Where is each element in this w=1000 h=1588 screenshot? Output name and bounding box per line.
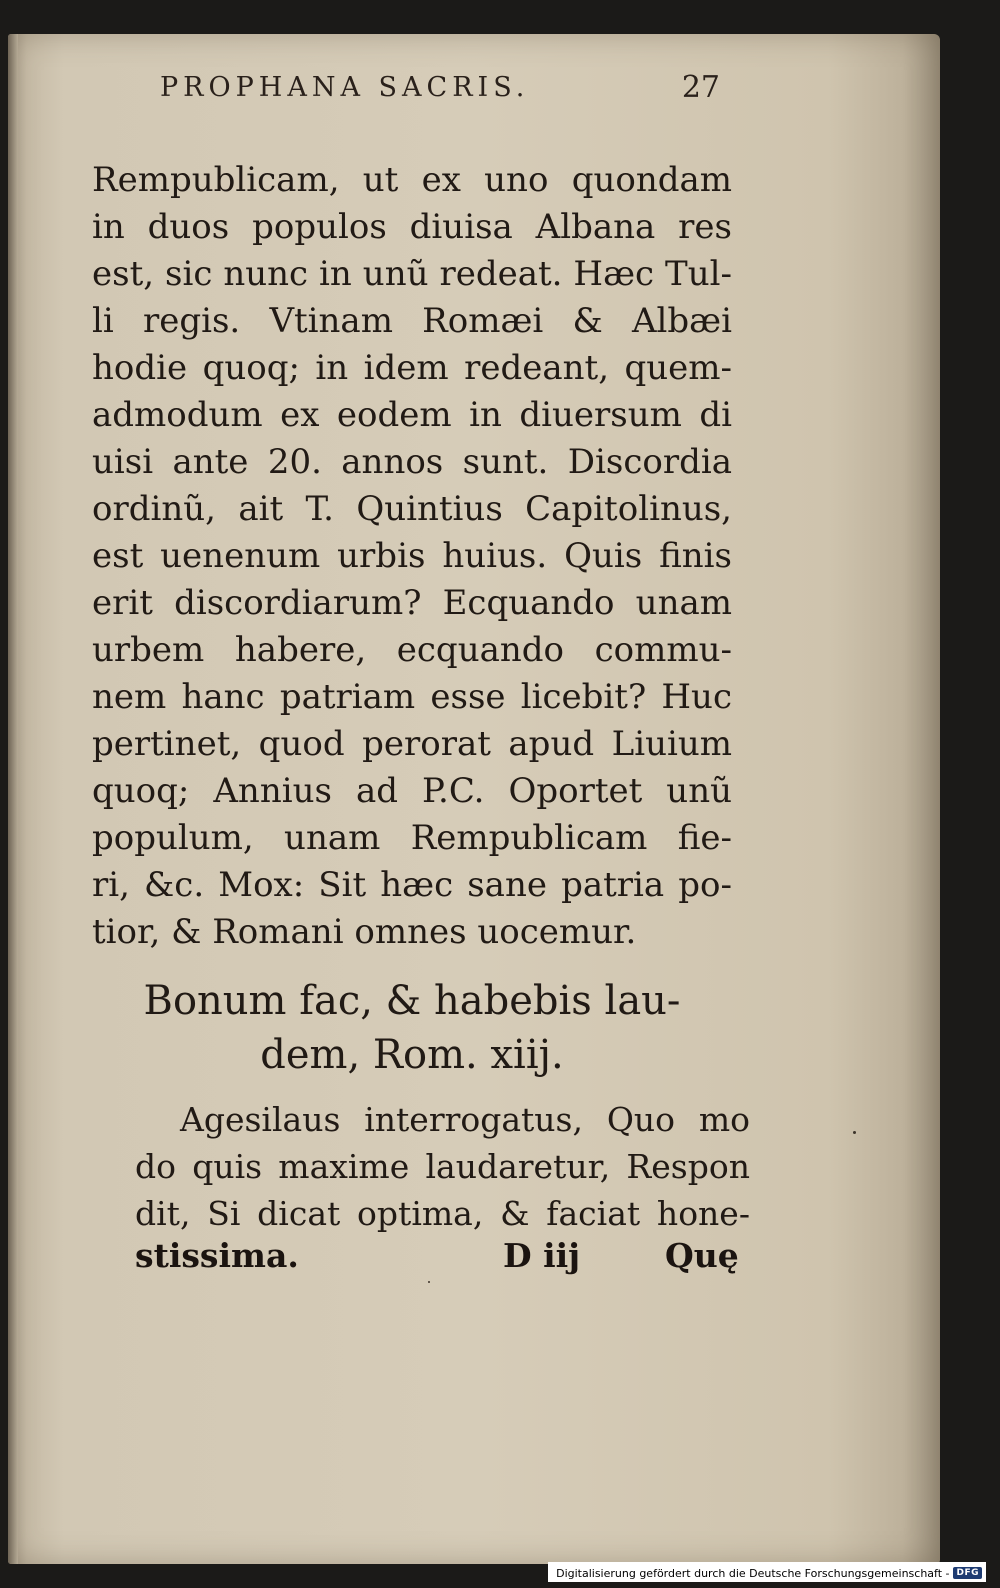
dfg-logo: DFG [953,1567,982,1579]
text-line: populum, unam Rempublicam fie- [92,818,732,858]
text-line: quoq; Annius ad P.C. Oportet unũ [92,771,732,811]
final-word: stissima. [135,1236,299,1275]
credit-text: Digitalisierung gefördert durch die Deutsche Forschungsgemeinschaft - [556,1566,950,1580]
text-line: do quis maxime laudaretur, Respon [135,1147,750,1186]
text-line: uisi ante 20. annos sunt. Discordia [92,442,732,482]
page-number: 27 [681,70,720,105]
text-line: erit discordiarum? Ecquando unam [92,583,732,623]
running-head-title: PROPHANA SACRIS. [160,72,530,103]
signature-mark: D iij [503,1236,581,1275]
paper-speck [853,1131,856,1134]
heading-line: Bonum fac, & habebis lau- [143,978,681,1024]
text-line: dit, Si dicat optima, & faciat hone- [135,1194,750,1233]
page-edge-shadow [8,34,18,1564]
text-line: in duos populos diuisa Albana res [92,207,732,247]
text-line: nem hanc patriam esse licebit? Huc [92,677,732,717]
text-line: li regis. Vtinam Romæi & Albæi [92,301,732,341]
paper-speck [428,1281,430,1283]
text-line: tior, & Romani omnes uocemur. [92,912,637,952]
running-head [160,72,720,103]
text-line: Rempublicam, ut ex uno quondam [92,160,732,200]
text-line: urbem habere, ecquando commu- [92,630,732,670]
text-line: est, sic nunc in unũ redeat. Hæc Tul- [92,254,732,294]
text-line: hodie quoq; in idem redeant, quem- [92,348,732,388]
catchword: Quę [665,1236,739,1275]
text-line: admodum ex eodem in diuersum di [92,395,732,435]
text-line: ri, &c. Mox: Sit hæc sane patria po- [92,865,732,905]
text-line: Agesilaus interrogatus, Quo mo [180,1100,750,1139]
heading-line: dem, Rom. xiij. [260,1032,564,1078]
text-line: est uenenum urbis huius. Quis finis [92,536,732,576]
digitization-credit [548,1562,986,1582]
text-line: ordinũ, ait T. Quintius Capitolinus, [92,489,732,529]
text-line: pertinet, quod perorat apud Liuium [92,724,732,764]
